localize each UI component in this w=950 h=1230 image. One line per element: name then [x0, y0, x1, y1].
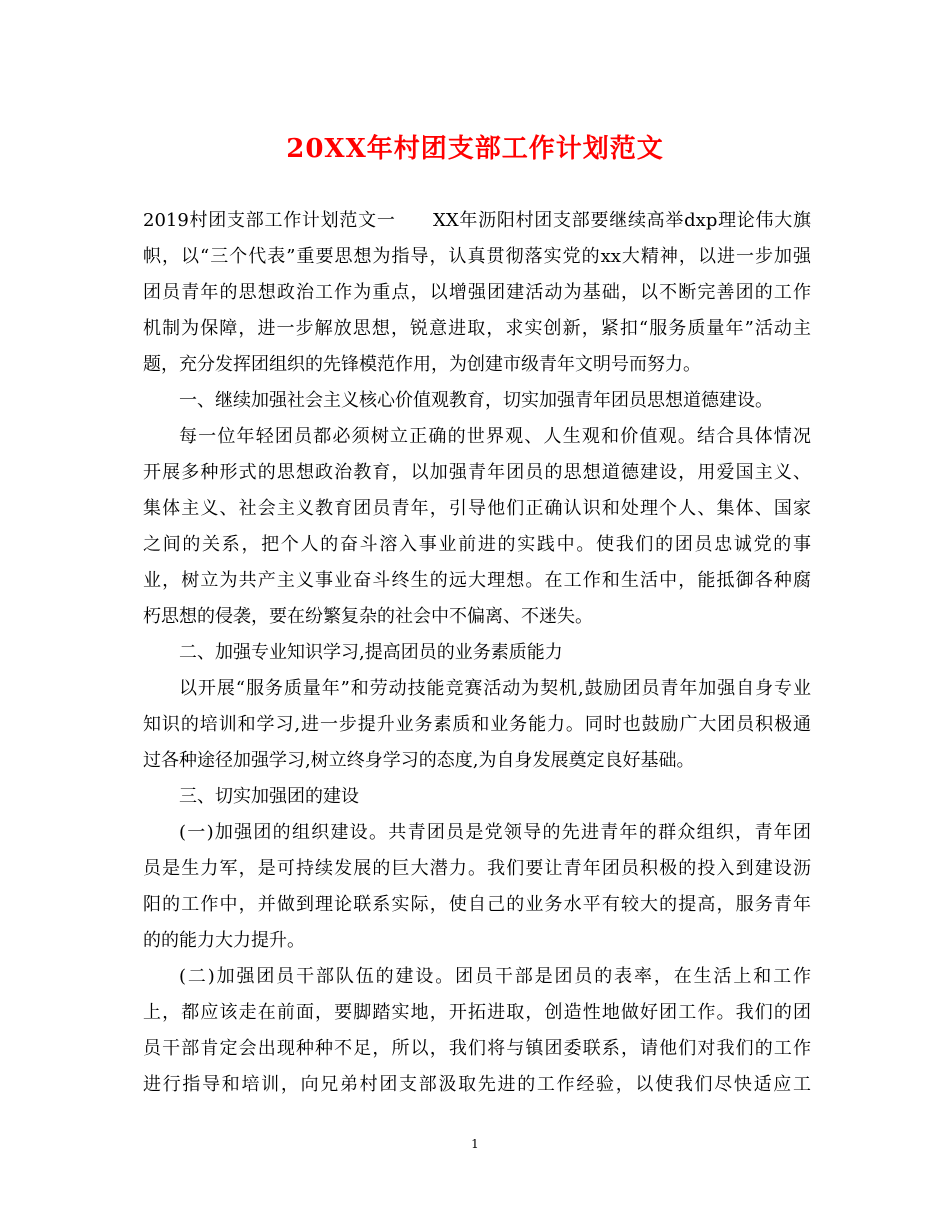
body-line: 机制为保障，进一步解放思想，锐意进取，求实创新，紧扣“服务质量年”活动主 — [143, 318, 811, 339]
body-line: 之间的关系，把个人的奋斗溶入事业前进的实践中。使我们的团员忠诚党的事 — [143, 534, 811, 555]
body-line: 阳的工作中，并做到理论联系实际，使自己的业务水平有较大的提高，服务青年 — [143, 894, 811, 915]
body-line: 团员青年的思想政治工作为重点，以增强团建活动为基础，以不断完善团的工作 — [143, 282, 811, 303]
body-line: 以开展“服务质量年”和劳动技能竞赛活动为契机,鼓励团员青年加强自身专业 — [179, 678, 811, 699]
body-line: 上，都应该走在前面，要脚踏实地，开拓进取，创造性地做好团工作。我们的团 — [143, 1002, 811, 1023]
body-line: 员是生力军，是可持续发展的巨大潜力。我们要让青年团员积极的投入到建设沥 — [143, 858, 811, 879]
body-line: (一)加强团的组织建设。共青团员是党领导的先进青年的群众组织，青年团 — [179, 822, 811, 843]
body-line: 题，充分发挥团组织的先锋模范作用，为创建市级青年文明号而努力。 — [143, 354, 701, 375]
body-line: 员干部肯定会出现种种不足，所以，我们将与镇团委联系，请他们对我们的工作 — [143, 1038, 811, 1059]
document-body — [143, 203, 811, 1103]
body-line: 知识的培训和学习,进一步提升业务素质和业务能力。同时也鼓励广大团员积极通 — [143, 714, 811, 735]
page-number: 1 — [471, 1137, 479, 1151]
section-heading: 二、加强专业知识学习,提高团员的业务素质能力 — [179, 642, 563, 663]
body-line: 开展多种形式的思想政治教育，以加强青年团员的思想道德建设，用爱国主义、 — [143, 462, 811, 483]
body-line: 集体主义、社会主义教育团员青年，引导他们正确认识和处理个人、集体、国家 — [143, 498, 811, 519]
body-line: 进行指导和培训，向兄弟村团支部汲取先进的工作经验，以使我们尽快适应工 — [143, 1074, 811, 1095]
body-line: 业，树立为共产主义事业奋斗终生的远大理想。在工作和生活中，能抵御各种腐 — [143, 570, 811, 591]
body-line: 的的能力大力提升。 — [143, 930, 305, 951]
body-line: 每一位年轻团员都必须树立正确的世界观、人生观和价值观。结合具体情况 — [179, 426, 811, 447]
body-line: 朽思想的侵袭，要在纷繁复杂的社会中不偏离、不迷失。 — [143, 606, 593, 627]
body-line: (二)加强团员干部队伍的建设。团员干部是团员的表率，在生活上和工作 — [179, 966, 811, 987]
body-line: 过各种途径加强学习,树立终身学习的态度,为自身发展奠定良好基础。 — [143, 750, 695, 771]
section-heading: 一、继续加强社会主义核心价值观教育，切实加强青年团员思想道德建设。 — [179, 390, 773, 411]
section-heading: 三、切实加强团的建设 — [179, 786, 359, 807]
body-line: 帜，以“三个代表”重要思想为指导，认真贯彻落实党的xx大精神，以进一步加强 — [143, 246, 811, 267]
document-title: 20XX年村团支部工作计划范文 — [286, 134, 664, 164]
body-line: 2019村团支部工作计划范文一 XX年沥阳村团支部要继续高举dxp理论伟大旗 — [143, 210, 811, 231]
